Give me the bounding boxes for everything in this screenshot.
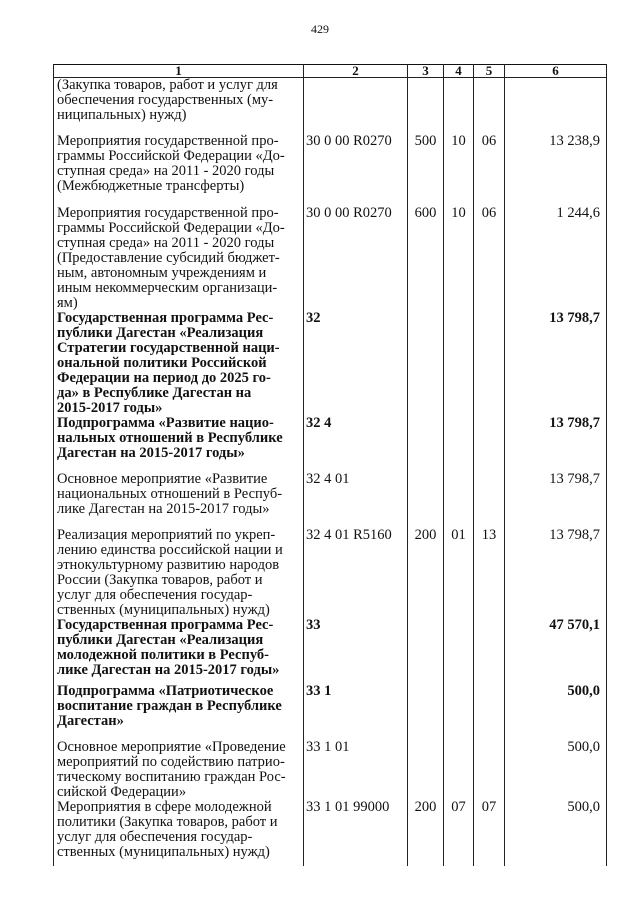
row-name-line: лике Дагестан на 2015-2017 годы»	[57, 662, 280, 678]
row-amount-cell: 13 798,7	[505, 528, 607, 618]
row-name-cell	[54, 472, 304, 528]
table-row	[54, 134, 607, 206]
table-row	[54, 740, 607, 800]
row-name-line: Стратегии государственной наци-	[57, 340, 280, 356]
table-row	[54, 206, 607, 311]
row-name-line: тическому воспитанию граждан Рос-	[57, 769, 286, 785]
header-col-5: 5	[474, 65, 505, 78]
row-name-line: ступная среда» на 2011 - 2020 годы	[57, 235, 275, 251]
row-name-line: Основное мероприятие «Проведение	[57, 739, 286, 755]
row-pr-cell: 07	[474, 800, 505, 866]
row-name-cell	[54, 206, 304, 311]
row-name-line: публики Дагестан «Реализация	[57, 632, 264, 648]
row-name-cell	[54, 800, 304, 866]
row-rz-cell: 10	[444, 134, 474, 206]
table-row	[54, 684, 607, 740]
row-name-line: граммы Российской Федерации «До-	[57, 148, 285, 164]
row-pr-cell: 06	[474, 206, 505, 311]
row-name-cell	[54, 134, 304, 206]
row-vr-cell: 600	[408, 206, 444, 311]
row-code-cell	[304, 78, 408, 135]
row-pr-cell	[474, 618, 505, 684]
table-row	[54, 78, 607, 135]
row-name-line: Государственная программа Рес-	[57, 310, 274, 326]
row-code-cell: 30 0 00 R0270	[304, 206, 408, 311]
row-vr-cell: 500	[408, 134, 444, 206]
row-code-cell: 33	[304, 618, 408, 684]
row-amount-cell: 500,0	[505, 684, 607, 740]
row-name-cell	[54, 740, 304, 800]
table-row	[54, 800, 607, 866]
row-rz-cell	[444, 311, 474, 416]
row-name-line: ниципальных) нужд)	[57, 107, 187, 123]
row-vr-cell	[408, 78, 444, 135]
row-name-line: политики (Закупка товаров, работ и	[57, 814, 278, 830]
row-pr-cell: 13	[474, 528, 505, 618]
row-name-line: (Закупка товаров, работ и услуг для	[57, 77, 278, 93]
row-vr-cell	[408, 416, 444, 472]
row-name-line: 2015-2017 годы»	[57, 400, 163, 416]
row-pr-cell	[474, 684, 505, 740]
row-pr-cell	[474, 78, 505, 135]
table-row	[54, 416, 607, 472]
row-rz-cell	[444, 416, 474, 472]
row-name-line: молодежной политики в Респуб-	[57, 647, 269, 663]
row-name-line: Подпрограмма «Патриотическое	[57, 683, 274, 699]
row-name-line: услуг для обеспечения государ-	[57, 587, 253, 603]
row-name-line: Дагестан на 2015-2017 годы»	[57, 445, 245, 461]
row-name-line: ственных (муниципальных) нужд)	[57, 602, 270, 618]
row-name-line: этнокультурному развитию народов	[57, 557, 280, 573]
row-name-line: услуг для обеспечения государ-	[57, 829, 253, 845]
table-row	[54, 618, 607, 684]
page-number: 429	[311, 22, 329, 36]
row-name-line: иным некоммерческим организаци-	[57, 280, 278, 296]
row-name-cell	[54, 78, 304, 135]
row-vr-cell: 200	[408, 528, 444, 618]
row-name-line: (Межбюджетные трансферты)	[57, 178, 245, 194]
row-rz-cell	[444, 78, 474, 135]
row-code-cell: 33 1 01 99000	[304, 800, 408, 866]
row-name-cell	[54, 618, 304, 684]
row-name-line: да» в Республике Дагестан на	[57, 385, 252, 401]
row-name-line: воспитание граждан в Республике	[57, 698, 282, 714]
row-name-line: России (Закупка товаров, работ и	[57, 572, 263, 588]
row-rz-cell	[444, 740, 474, 800]
row-name-line: ям)	[57, 295, 78, 311]
row-pr-cell	[474, 416, 505, 472]
row-name-line: мероприятий по содействию патрио-	[57, 754, 285, 770]
row-name-line: Федерации на период до 2025 го-	[57, 370, 271, 386]
row-rz-cell: 10	[444, 206, 474, 311]
table-row	[54, 311, 607, 416]
row-rz-cell	[444, 684, 474, 740]
row-name-line: граммы Российской Федерации «До-	[57, 220, 285, 236]
row-code-cell: 32	[304, 311, 408, 416]
row-code-cell: 32 4 01	[304, 472, 408, 528]
row-name-line: Мероприятия государственной про-	[57, 205, 279, 221]
row-name-line: публики Дагестан «Реализация	[57, 325, 264, 341]
row-vr-cell	[408, 740, 444, 800]
row-amount-cell: 47 570,1	[505, 618, 607, 684]
row-name-line: Подпрограмма «Развитие нацио-	[57, 415, 274, 431]
row-name-line: Основное мероприятие «Развитие	[57, 471, 268, 487]
row-vr-cell	[408, 472, 444, 528]
row-name-line: ональной политики Российской	[57, 355, 267, 371]
row-amount-cell: 500,0	[505, 800, 607, 866]
row-name-line: сийской Федерации»	[57, 784, 187, 800]
row-code-cell: 30 0 00 R0270	[304, 134, 408, 206]
row-rz-cell: 01	[444, 528, 474, 618]
table-header-row	[54, 65, 607, 78]
row-code-cell: 33 1	[304, 684, 408, 740]
row-name-cell	[54, 311, 304, 416]
row-amount-cell: 1 244,6	[505, 206, 607, 311]
row-vr-cell	[408, 311, 444, 416]
row-pr-cell	[474, 740, 505, 800]
row-amount-cell: 13 798,7	[505, 311, 607, 416]
row-name-line: Дагестан»	[57, 713, 124, 729]
row-amount-cell	[505, 78, 607, 135]
table-row	[54, 528, 607, 618]
row-code-cell: 32 4 01 R5160	[304, 528, 408, 618]
header-col-1: 1	[54, 65, 304, 78]
row-rz-cell: 07	[444, 800, 474, 866]
row-rz-cell	[444, 472, 474, 528]
row-amount-cell: 500,0	[505, 740, 607, 800]
row-vr-cell: 200	[408, 800, 444, 866]
row-name-line: национальных отношений в Респуб-	[57, 486, 283, 502]
row-name-cell	[54, 528, 304, 618]
row-name-line: Мероприятия в сфере молодежной	[57, 799, 272, 815]
row-name-line: ным, автономным учреждениям и	[57, 265, 267, 281]
row-name-cell	[54, 416, 304, 472]
header-col-2: 2	[304, 65, 408, 78]
row-code-cell: 33 1 01	[304, 740, 408, 800]
row-pr-cell	[474, 472, 505, 528]
row-name-line: лению единства российской нации и	[57, 542, 283, 558]
row-name-line: ственных (муниципальных) нужд)	[57, 844, 270, 860]
row-code-cell: 32 4	[304, 416, 408, 472]
row-amount-cell: 13 238,9	[505, 134, 607, 206]
row-name-line: Мероприятия государственной про-	[57, 133, 279, 149]
row-name-line: (Предоставление субсидий бюджет-	[57, 250, 280, 266]
row-amount-cell: 13 798,7	[505, 472, 607, 528]
row-name-line: нальных отношений в Республике	[57, 430, 283, 446]
header-col-6: 6	[505, 65, 607, 78]
row-name-line: ступная среда» на 2011 - 2020 годы	[57, 163, 275, 179]
row-amount-cell: 13 798,7	[505, 416, 607, 472]
row-vr-cell	[408, 618, 444, 684]
row-name-line: Государственная программа Рес-	[57, 617, 274, 633]
row-pr-cell	[474, 311, 505, 416]
budget-table	[53, 64, 607, 866]
table-row	[54, 472, 607, 528]
row-name-cell	[54, 684, 304, 740]
row-name-line: обеспечения государственных (му-	[57, 92, 274, 108]
row-vr-cell	[408, 684, 444, 740]
header-col-4: 4	[444, 65, 474, 78]
row-name-line: Реализация мероприятий по укреп-	[57, 527, 276, 543]
row-pr-cell: 06	[474, 134, 505, 206]
row-rz-cell	[444, 618, 474, 684]
row-name-line: лике Дагестан на 2015-2017 годы»	[57, 501, 270, 517]
header-col-3: 3	[408, 65, 444, 78]
